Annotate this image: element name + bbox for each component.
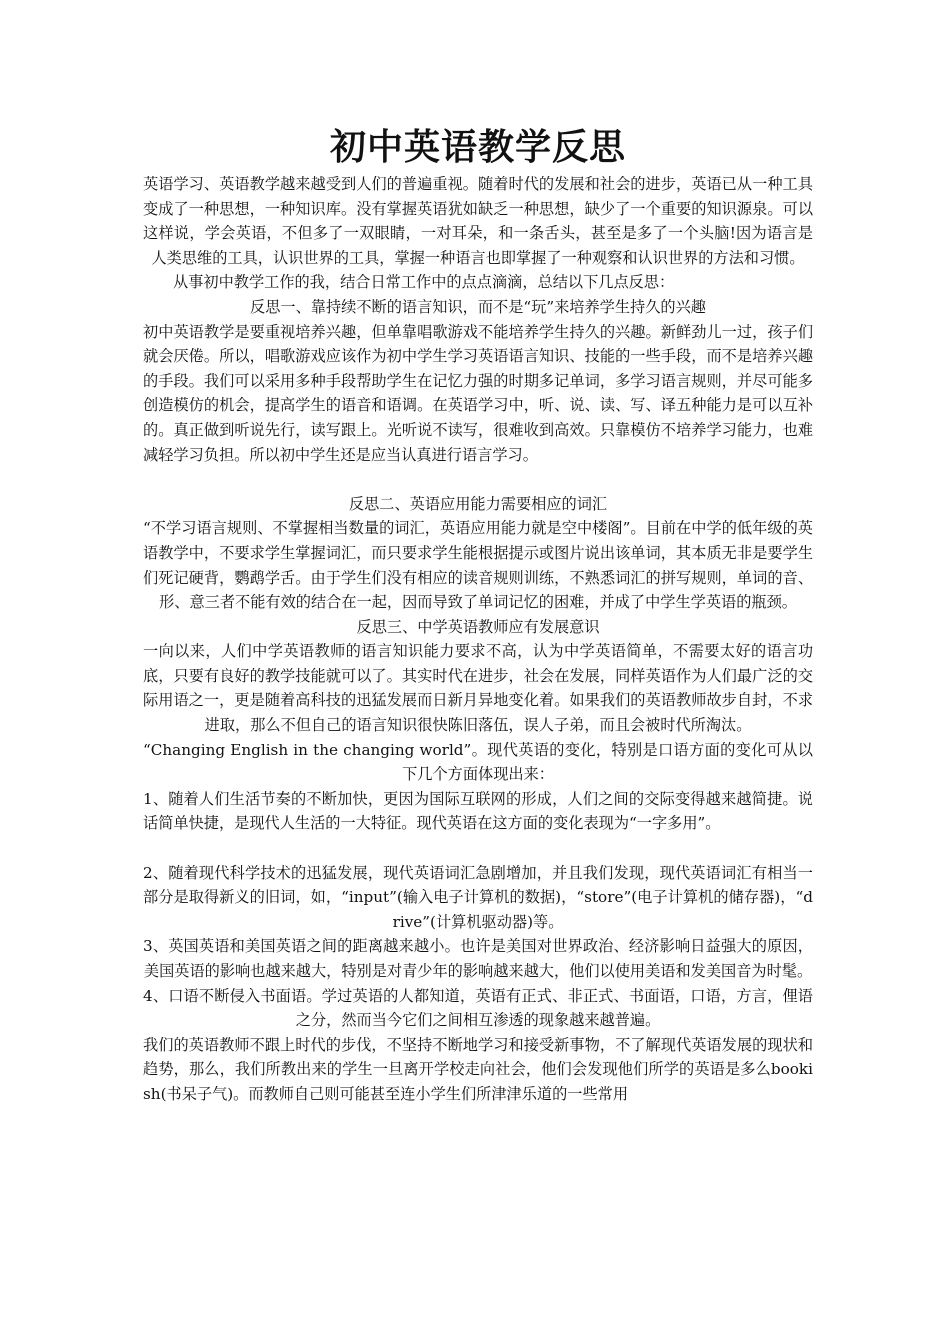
- section3-heading: 反思三、中学英语教师应有发展意识: [356, 617, 600, 636]
- closing-paragraph: 我们的英语教师不跟上时代的步伐，不坚持不断地学习和接受新事物，不了解现代英语发展的现状和趋势，那么，我们所教出来的学生一旦离开学校走向社会，他们会发现他们所学的英语是多么bookish(书呆子气)。而教师自己则可能甚至连小学生们所津津乐道的一些常用: [143, 1035, 813, 1103]
- section2-heading: 反思二、英语应用能力需要相应的词汇: [348, 494, 608, 513]
- blank-line: [143, 836, 813, 861]
- section2-body: “不学习语言规则、不掌握相当数量的词汇，英语应用能力就是空中楼阁”。目前在中学的低年级的英语教学中，不要求学生掌握词汇，而只要求学生能根据提示或图片说出该单词，其本质无非是要学生们死记硬背，鹦鹉学舌。由于学生们没有相应的读音规则训练，不熟悉词汇的拼写规则，单词的音、形、意三者不能有效的结合在一起，因而导致了单词记忆的困难，并成了中学生学英语的瓶颈。: [143, 519, 813, 612]
- section3-body: 一向以来，人们中学英语教师的语言知识能力要求不高，认为中学英语简单，不需要太好的语言功底，只要有良好的教学技能就可以了。其实时代在进步，社会在发展，同样英语作为人们最广泛的交际用语之一，更是随着高科技的迅猛发展而日新月异地变化着。如果我们的英语教师故步自封，不求进取，那么不但自己的语言知识很快陈旧落伍，误人子弟，而且会被时代所淘汰。: [143, 642, 813, 735]
- point-4: 4、口语不断侵入书面语。学过英语的人都知道，英语有正式、非正式、书面语，口语，方言，俚语之分，然而当今它们之间相互渗透的现象越来越普遍。: [143, 986, 813, 1030]
- document-page: [143, 122, 813, 1107]
- section1-heading: 反思一、靠持续不断的语言知识，而不是“玩”来培养学生持久的兴趣: [250, 297, 706, 316]
- blank-line: [143, 467, 813, 492]
- document-title: 初中英语教学反思: [329, 126, 626, 168]
- changing-intro-paragraph: “Changing English in the changing world”。现代英语的变化，特别是口语方面的变化可从以下几个方面体现出来：: [143, 740, 813, 784]
- point-1: 1、随着人们生活节奏的不断加快，更因为国际互联网的形成，人们之间的交际变得越来越简捷。说话简单快捷，是现代人生活的一大特征。现代英语在这方面的变化表现为“一字多用”。: [143, 789, 813, 833]
- point-3: 3、英国英语和美国英语之间的距离越来越小。也许是美国对世界政治、经济影响日益强大的原因，美国英语的影响也越来越大，特别是对青少年的影响越来越大，他们以使用美语和发美国音为时髦。: [143, 937, 813, 980]
- section1-body: 初中英语教学是要重视培养兴趣，但单靠唱歌游戏不能培养学生持久的兴趣。新鲜劲儿一过，孩子们就会厌倦。所以，唱歌游戏应该作为初中学生学习英语语言知识、技能的一些手段，而不是培养兴趣的手段。我们可以采用多种手段帮助学生在记忆力强的时期多记单词，多学习语言规则，并尽可能多创造模仿的机会，提高学生的语音和语调。在英语学习中，听、说、读、写、译五种能力是可以互补的。真正做到听说先行，读写跟上。光听说不读写，很难收到高效。只靠模仿不培养学习能力，也难减轻学习负担。所以初中学生还是应当认真进行语言学习。: [143, 322, 813, 464]
- intro-paragraph: 英语学习、英语教学越来越受到人们的普遍重视。随着时代的发展和社会的进步，英语已从一种工具变成了一种思想，一种知识库。没有掌握英语犹如缺乏一种思想，缺少了一个重要的知识源泉。可以这样说，学会英语，不但多了一双眼睛，一对耳朵，和一条舌头，甚至是多了一个头脑!因为语言是人类思维的工具，认识世界的工具，掌握一种语言也即掌握了一种观察和认识世界的方法和习惯。: [143, 175, 813, 267]
- point-2: 2、随着现代科学技术的迅猛发展，现代英语词汇急剧增加，并且我们发现，现代英语词汇有相当一部分是取得新义的旧词，如，“input”(输入电子计算机的数据)，“store”(电子计算机的储存器)，“drive”(计算机驱动器)等。: [143, 863, 813, 931]
- lead-paragraph: 从事初中教学工作的我，结合日常工作中的点点滴滴，总结以下几点反思：: [173, 273, 675, 292]
